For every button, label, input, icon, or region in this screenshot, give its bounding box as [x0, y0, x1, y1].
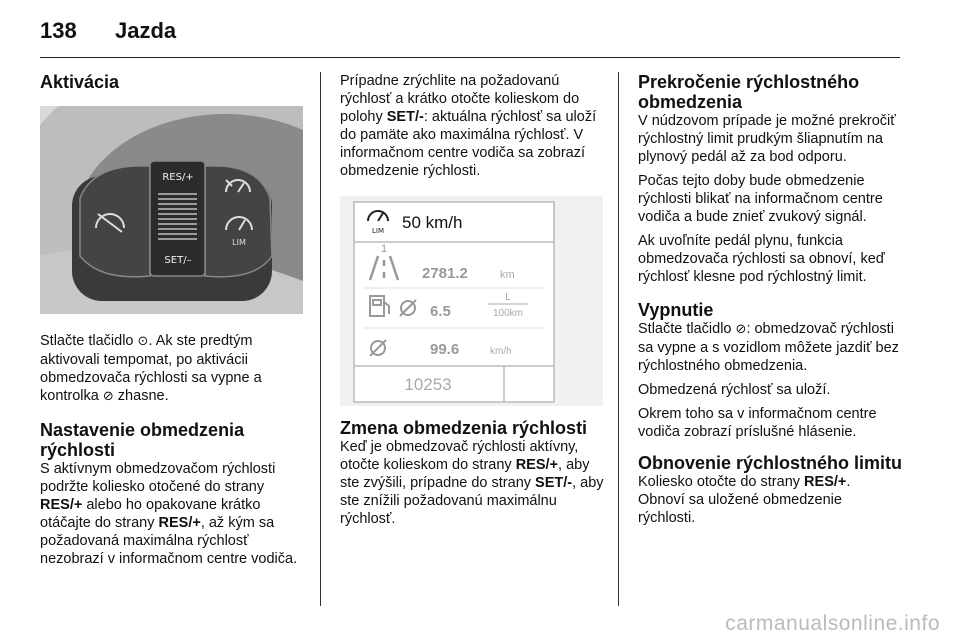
column-divider [320, 72, 321, 606]
setting-text: S aktívnym obmedzovačom rýchlosti podržte koliesko otočené do strany RES/+ alebo ho opakovane krátko otáčajte do strany RES/+, až kým sa požadovaná maximálna rýchlosť nezobrazí v informačnom centre vodiča. [40, 461, 298, 567]
fuel-value: 6.5 [430, 303, 451, 320]
change-text: Keď je obmedzovač rýchlosti aktívny, otočte kolieskom do strany RES/+, aby ste zvýšili, prípadne do strany SET/-, aby ste znížili požadovanú maximálnu rýchlosť. [340, 439, 604, 527]
exceed-text-2: Počas tejto doby bude obmedzenie rýchlosti blikať na informačnom centre vodiča a bude znieť zvukový signál. [638, 173, 883, 225]
fuel-unit-top: L [505, 292, 511, 303]
wheel-lim-label: LIM [232, 238, 246, 247]
wheel-set-label: SET/– [164, 255, 192, 266]
limiter-off-icon: ⊘ [735, 322, 747, 337]
accelerate-text: Prípadne zrýchlite na požadovanú rýchlosť a krátko otočte kolieskom do polohy SET/-: aktuálna rýchlosť sa uloží do pamäte ako maximálna rýchlosť. V informačnom centre vodiča sa zobrazí obmedzenie rýchlosti. [340, 73, 597, 179]
heading-off: Vypnutie [638, 300, 714, 320]
avg-speed-unit: km/h [490, 346, 512, 357]
heading-resume: Obnovenie rýchlostného limitu [638, 453, 903, 473]
page-number: 138 [40, 18, 77, 43]
heading-activation: Aktivácia [40, 72, 120, 92]
limit-speed-value: 50 km/h [402, 213, 463, 232]
header-rule [40, 57, 900, 58]
heading-exceed: Prekročenie rýchlostného obmedzenia [638, 72, 860, 112]
odometer-value: 10253 [404, 375, 452, 394]
column-divider [618, 72, 619, 606]
exceed-text-1: V núdzovom prípade je možné prekročiť rýchlostný limit prudkým šliapnutím na plynový pedál až za bod odporu. [638, 113, 896, 165]
driver-info-centre-image [340, 196, 603, 406]
heading-setting: Nastavenie obmedzenia rýchlosti [40, 420, 245, 460]
off-text-1: Stlačte tlačidlo ⊘: obmedzovač rýchlosti sa vypne a s vozidlom môžete jazdiť bez rýchlostného obmedzenia. [638, 321, 899, 374]
watermark: carmanualsonline.info [725, 612, 940, 635]
resume-text-2: Obnoví sa uložené obmedzenie rýchlosti. [638, 492, 842, 526]
column-right [638, 72, 903, 527]
steering-wheel-controls-image [40, 106, 303, 314]
chapter-title: Jazda [115, 18, 177, 43]
resume-text-1: Koliesko otočte do strany RES/+. [638, 474, 851, 490]
cluster-lim-label: LIM [371, 227, 385, 235]
speed-limiter-icon: ⊙ [137, 334, 149, 349]
column-left [40, 72, 305, 568]
exceed-text-3: Ak uvoľníte pedál plynu, funkcia obmedzovača rýchlosti sa obnoví, keď rýchlosť klesne pod rýchlostný limit. [638, 233, 885, 285]
trip-unit: km [500, 269, 515, 281]
wheel-res-label: RES/+ [162, 172, 194, 183]
column-middle [340, 72, 605, 528]
activation-text: Stlačte tlačidlo ⊙. Ak ste predtým aktivovali tempomat, po aktivácii obmedzovača rýchlosti sa vypne a kontrolka ⊘ zhasne. [40, 333, 262, 404]
heading-change: Zmena obmedzenia rýchlosti [340, 418, 588, 438]
trip-index: 1 [380, 243, 388, 255]
cruise-control-icon: ⊘ [102, 389, 114, 404]
avg-speed-value: 99.6 [430, 341, 460, 358]
off-text-2: Obmedzená rýchlosť sa uloží. [638, 382, 831, 398]
page-header [40, 18, 176, 44]
off-text-3: Okrem toho sa v informačnom centre vodiča zobrazí príslušné hlásenie. [638, 406, 877, 440]
trip-value: 2781.2 [422, 265, 468, 282]
fuel-unit-bottom: 100km [492, 308, 524, 319]
